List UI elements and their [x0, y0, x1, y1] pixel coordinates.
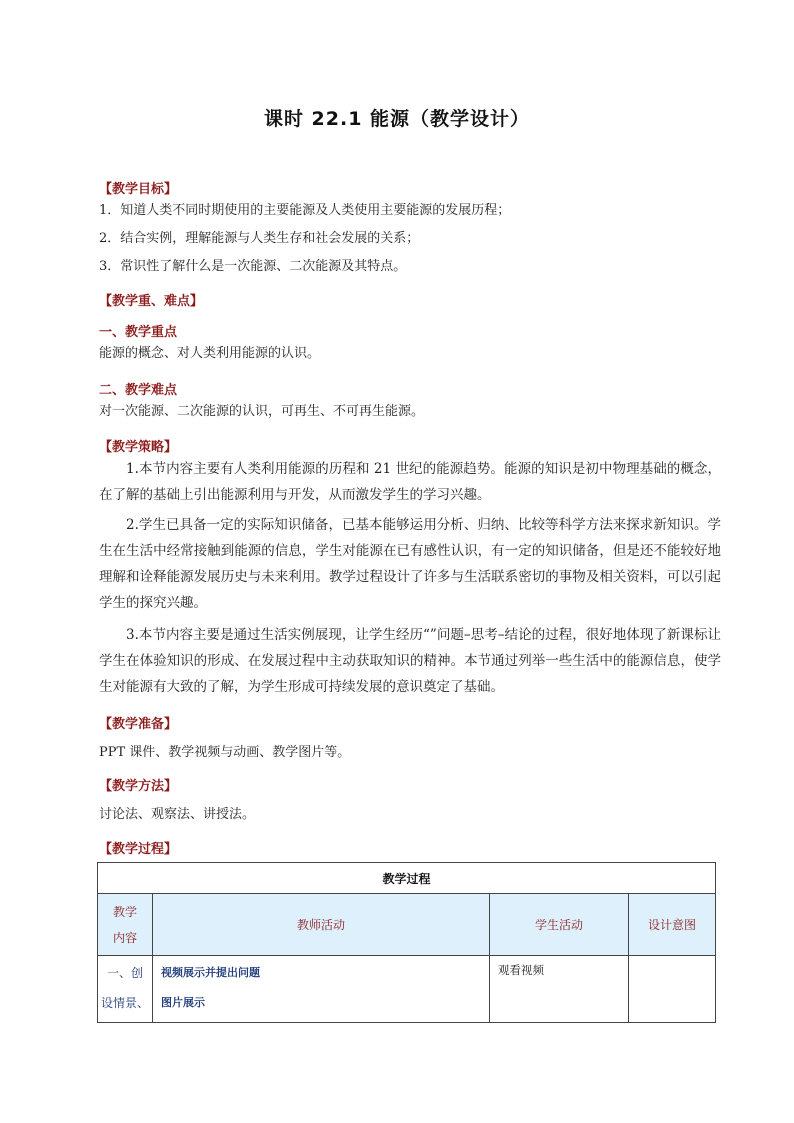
- header-content-line-1: 教学: [112, 904, 137, 919]
- strategy-paragraph-3: 3.本节内容主要是通过生活实例展现，让学生经历“”问题–思考–结论的过程，很好地体现了新课标让学生在体验知识的形成、在发展过程中主动获取知识的精神。本节通过列举一些生活中的能源信息，使学生对能源有大致的了解，为学生形成可持续发展的意识奠定了基础。: [99, 627, 721, 695]
- page-title: 课时 22.1 能源（教学设计）: [263, 108, 531, 130]
- key-point-text: 能源的概念、对人类利用能源的认识。: [99, 346, 321, 361]
- objectives-heading: 【教学目标】: [99, 182, 178, 197]
- row-intent-cell: [629, 956, 716, 1023]
- objective-item-2: 2．结合实例，理解能源与人类生存和社会发展的关系；: [99, 231, 420, 246]
- header-content: [98, 894, 153, 956]
- teaching-process-table: [97, 862, 716, 1023]
- row-student-cell: 观看视频: [490, 956, 629, 1023]
- row-content-cell: [98, 956, 153, 1023]
- header-teacher-activity: 教师活动: [153, 894, 490, 956]
- row-content-line-1: 一、创: [106, 966, 143, 980]
- methods-heading: 【教学方法】: [99, 779, 178, 794]
- difficult-point-title: 二、教学难点: [99, 383, 178, 398]
- process-heading: 【教学过程】: [99, 842, 178, 857]
- difficult-point-text: 对一次能源、二次能源的认识，可再生、不可再生能源。: [99, 404, 425, 419]
- methods-text: 讨论法、观察法、讲授法。: [99, 807, 256, 822]
- row-content-line-2: 设情景、: [100, 996, 149, 1010]
- objective-item-3: 3．常识性了解什么是一次能源、二次能源及其特点。: [99, 259, 407, 274]
- key-points-heading: 【教学重、难点】: [99, 294, 204, 309]
- preparation-text: PPT 课件、教学视频与动画、教学图片等。: [99, 745, 351, 760]
- table-header-row: [98, 894, 716, 956]
- header-design-intent: 设计意图: [629, 894, 716, 956]
- table-title: 教学过程: [98, 863, 716, 894]
- table-row: [98, 956, 716, 1023]
- row-teacher-cell: [153, 956, 490, 1023]
- strategy-paragraph-1: 1.本节内容主要有人类利用能源的历程和 21 世纪的能源趋势。能源的知识是初中物理基础的概念，在了解的基础上引出能源利用与开发，从而激发学生的学习兴趣。: [99, 461, 721, 503]
- key-point-title: 一、教学重点: [99, 325, 178, 340]
- header-content-line-2: 内容: [112, 930, 137, 945]
- objective-item-1: 1．知道人类不同时期使用的主要能源及人类使用主要能源的发展历程；: [99, 203, 511, 218]
- header-student-activity: 学生活动: [490, 894, 629, 956]
- preparation-heading: 【教学准备】: [99, 717, 178, 732]
- row-teacher-line-2: 图片展示: [161, 996, 205, 1009]
- row-teacher-line-1: 视频展示并提出问题: [161, 966, 260, 979]
- strategy-heading: 【教学策略】: [99, 440, 178, 455]
- strategy-paragraph-2: 2.学生已具备一定的实际知识储备，已基本能够运用分析、归纳、比较等科学方法来探求新知识。学生在生活中经常接触到能源的信息，学生对能源在已有感性认识，有一定的知识储备，但是还不能较好地理解和诠释能源发展历史与未来利用。教学过程设计了许多与生活联系密切的事物及相关资料，可以引起学生的探究兴趣。: [99, 517, 721, 611]
